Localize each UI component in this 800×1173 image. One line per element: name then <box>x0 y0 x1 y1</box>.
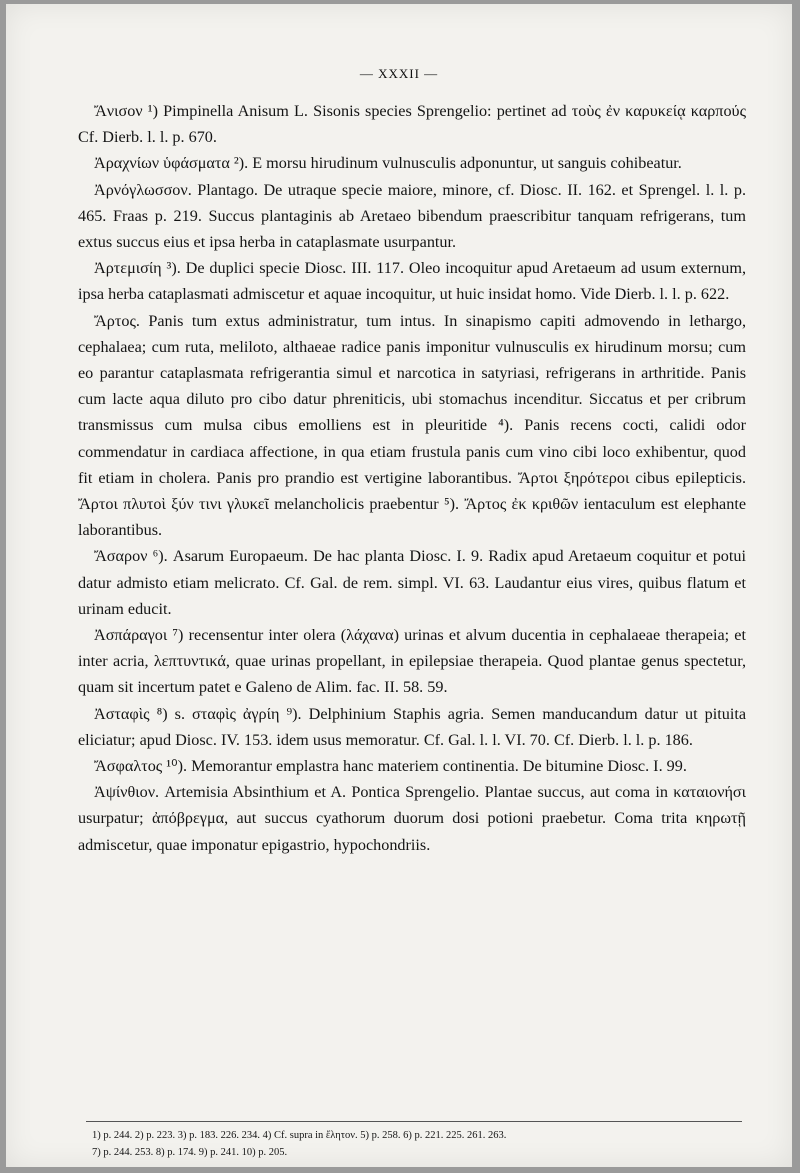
footnote-line: 1) p. 244. 2) p. 223. 3) p. 183. 226. 234. 4) Cf. supra in ἔλητον. 5) p. 258. 6) p. 221. 225. 261. 263. <box>92 1130 507 1141</box>
footnote-line: 7) p. 244. 253. 8) p. 174. 9) p. 241. 10) p. 205. <box>92 1147 288 1158</box>
book-page <box>6 4 792 1167</box>
entry-anisum: Ἄνισον ¹) Pimpinella Anisum L. Sisonis species Sprengelio: pertinet ad τοὺς ἐν καρυκείᾳ καρπούς Cf. Dierb. l. l. p. 670. <box>78 102 746 147</box>
page-number: — XXXII — <box>359 66 439 81</box>
page-body <box>78 98 746 858</box>
entry-asphaltos: Ἄσφαλτος ¹⁰). Memorantur emplastra hanc materiem continentia. De bitumine Diosc. I. 99. <box>94 757 687 776</box>
entry-arachnion: Ἀραχνίων ὑφάσματα ²). E morsu hirudinum vulnusculis adponuntur, ut sanguis cohibeatur. <box>94 154 682 173</box>
footnote-divider <box>86 1121 742 1122</box>
entry-apsinthion: Ἀψίνθιον. Artemisia Absinthium et A. Pontica Sprengelio. Plantae succus, aut coma in καταιονήσι usurpatur; ἀπόβρεγμα, aut succus cyathorum duorum dosi potioni praebetur. Coma trita κηρωτῇ admiscetur, quae imponatur epigastrio, hypochondriis. <box>78 783 746 854</box>
entry-astaphis: Ἀσταφὶς ⁸) s. σταφὶς ἀγρίη ⁹). Delphinium Staphis agria. Semen manducandum datur ut pituita eliciatur; apud Diosc. IV. 153. idem usus memoratur. Cf. Gal. l. l. VI. 70. Cf. Dierb. l. l. p. 186. <box>78 704 746 749</box>
entry-asaron: Ἄσαρον ⁶). Asarum Europaeum. De hac planta Diosc. I. 9. Radix apud Aretaeum coquitur et potui datur admisto etiam melicrato. Cf. Gal. de rem. simpl. VI. 63. Laudantur eius vires, quibus flatum et urinam educit. <box>78 547 746 618</box>
footnotes <box>92 1127 752 1161</box>
entry-artemisia: Ἀρτεμισίη ³). De duplici specie Diosc. III. 117. Oleo incoquitur apud Aretaeum ad usum externum, ipsa herba cataplasmati admiscetur et aquae incoquitur, ut huic insidat homo. Vide Dierb. l. l. p. 622. <box>78 259 746 304</box>
entry-asparagoi: Ἀσπάραγοι ⁷) recensentur inter olera (λάχανα) urinas et alvum ducentia in cephalaeae therapeia; et inter acria, λεπτυντικά, quae urinas propellant, in epilepsiae therapeia. Quod plantae genus spectetur, quam sit incertum patet e Galeno de Alim. fac. II. 58. 59. <box>78 626 746 697</box>
entry-artos: Ἄρτος. Panis tum extus administratur, tum intus. In sinapismo capiti admovendo in lethargo, cephalaea; cum ruta, meliloto, althaeae radice panis imponitur vulnusculis ex hirudinum morsu; cum eo parantur cataplasmata refrigerantia simul et narcotica in satyriasi, refrigerans in arthritide. Panis cum lacte aqua diluto pro cibo datur phreniticis, ubi stomachus incenditur. Siccatus et per cribrum transmissus cum mulsa cibus emolliens est in pleuritide ⁴). Panis recens cocti, calidi odor commendatur in cardiaca affectione, in qua etiam frustula panis cum vino cibi loco exhibentur, quod fit etiam in cholera. Panis pro prandio est vertigine laborantibus. Ἄρτοι ξηρότεροι cibus epilepticis. Ἄρτοι πλυτοὶ ξύν τινι γλυκεῖ melancholicis praebentur ⁵). Ἄρτος ἐκ κριθῶν ientaculum est elephante laborantibus. <box>78 311 746 540</box>
entry-arnoglosson: Ἀρνόγλωσσον. Plantago. De utraque specie maiore, minore, cf. Diosc. II. 162. et Sprengel. l. l. p. 465. Fraas p. 219. Succus plantaginis ab Aretaeo bibendum praescribitur tanquam refrigerans, tum extus succus eius et ipsa herba in cataplasmate usurpantur. <box>78 180 746 252</box>
